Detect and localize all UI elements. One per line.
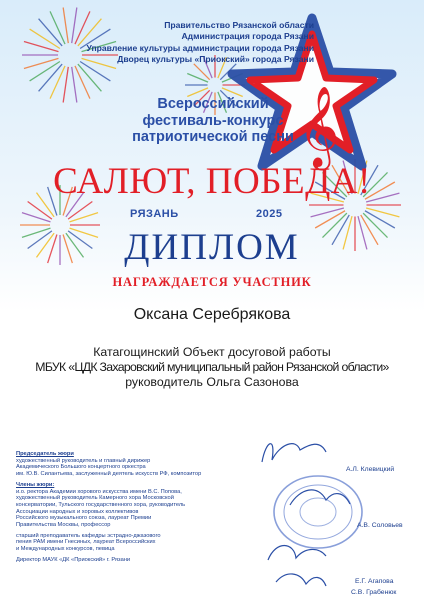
organizer-line: Администрация города Рязани: [181, 31, 314, 42]
signatory-grabenyuk: С.В. Грабенюк: [351, 589, 397, 596]
festival-name: САЛЮТ, ПОБЕДА!: [53, 161, 371, 202]
signature: [276, 574, 326, 586]
signatory-klevitsky: А.Л. Клевицкий: [346, 466, 395, 473]
organizer-line: Управление культуры администрации города Рязани: [86, 42, 314, 53]
director-line: Директор МАУК «ДК «Приокский» г. Рязани: [16, 556, 131, 563]
treble-clef-icon: 𝄞: [298, 85, 340, 167]
jury-members-heading: Члены жюри:: [16, 481, 55, 488]
leader-line: руководитель Ольга Сазонова: [125, 375, 299, 389]
signature: [262, 444, 326, 462]
jury-chair-heading: Председатель жюри: [16, 451, 74, 457]
diploma-title: ДИПЛОМ: [124, 227, 300, 268]
organizer-line: Дворец культуры «Приокский» города Рязани: [117, 54, 314, 65]
signatory-agapova: Е.Г. Агапова: [355, 578, 394, 585]
organizer-line: Правительство Рязанской области: [164, 20, 314, 30]
organization-line: МБУК «ЦДК Захаровский муниципальный район Рязанской области»: [35, 360, 389, 374]
signatory-solovyev: А.В. Соловьев: [357, 522, 403, 529]
festival-year: 2025: [256, 208, 283, 220]
jury-block: Председатель жюри художественный руководитель и главный дирижер Академического Большого концертного оркестра им. Ю.В. Силантьева, заслуженный деятель искусств РФ, композитор Члены жюри: и.о. ректора Академии хорового искусства имени В.С. Попова, художественный руководитель Камерного хора Московской консерватории, Тульского государственного хора, руководитель Ассоциации народных и хоровых коллективов Российского музыкального союза, лауреат Премии Правительства Москвы, профессор старший преподаватель кафедры эстрадно-джазового пения РАМ имени Гнесиных, лауреат Всероссийских и Международных конкурсов, певица Директор МАУК «ДК «Приокский» г. Рязани: [16, 451, 266, 564]
festival-city: РЯЗАНЬ: [130, 208, 179, 220]
stamp-seal: [272, 472, 364, 552]
recipient-name: Оксана Серебрякова: [133, 306, 291, 323]
organization-line: Катагощинский Объект досуговой работы: [93, 345, 331, 359]
award-line: НАГРАЖДАЕТСЯ УЧАСТНИК: [112, 275, 312, 289]
festival-subtitle: Всероссийский фестиваль-конкурс патриотической песни: [132, 96, 294, 146]
